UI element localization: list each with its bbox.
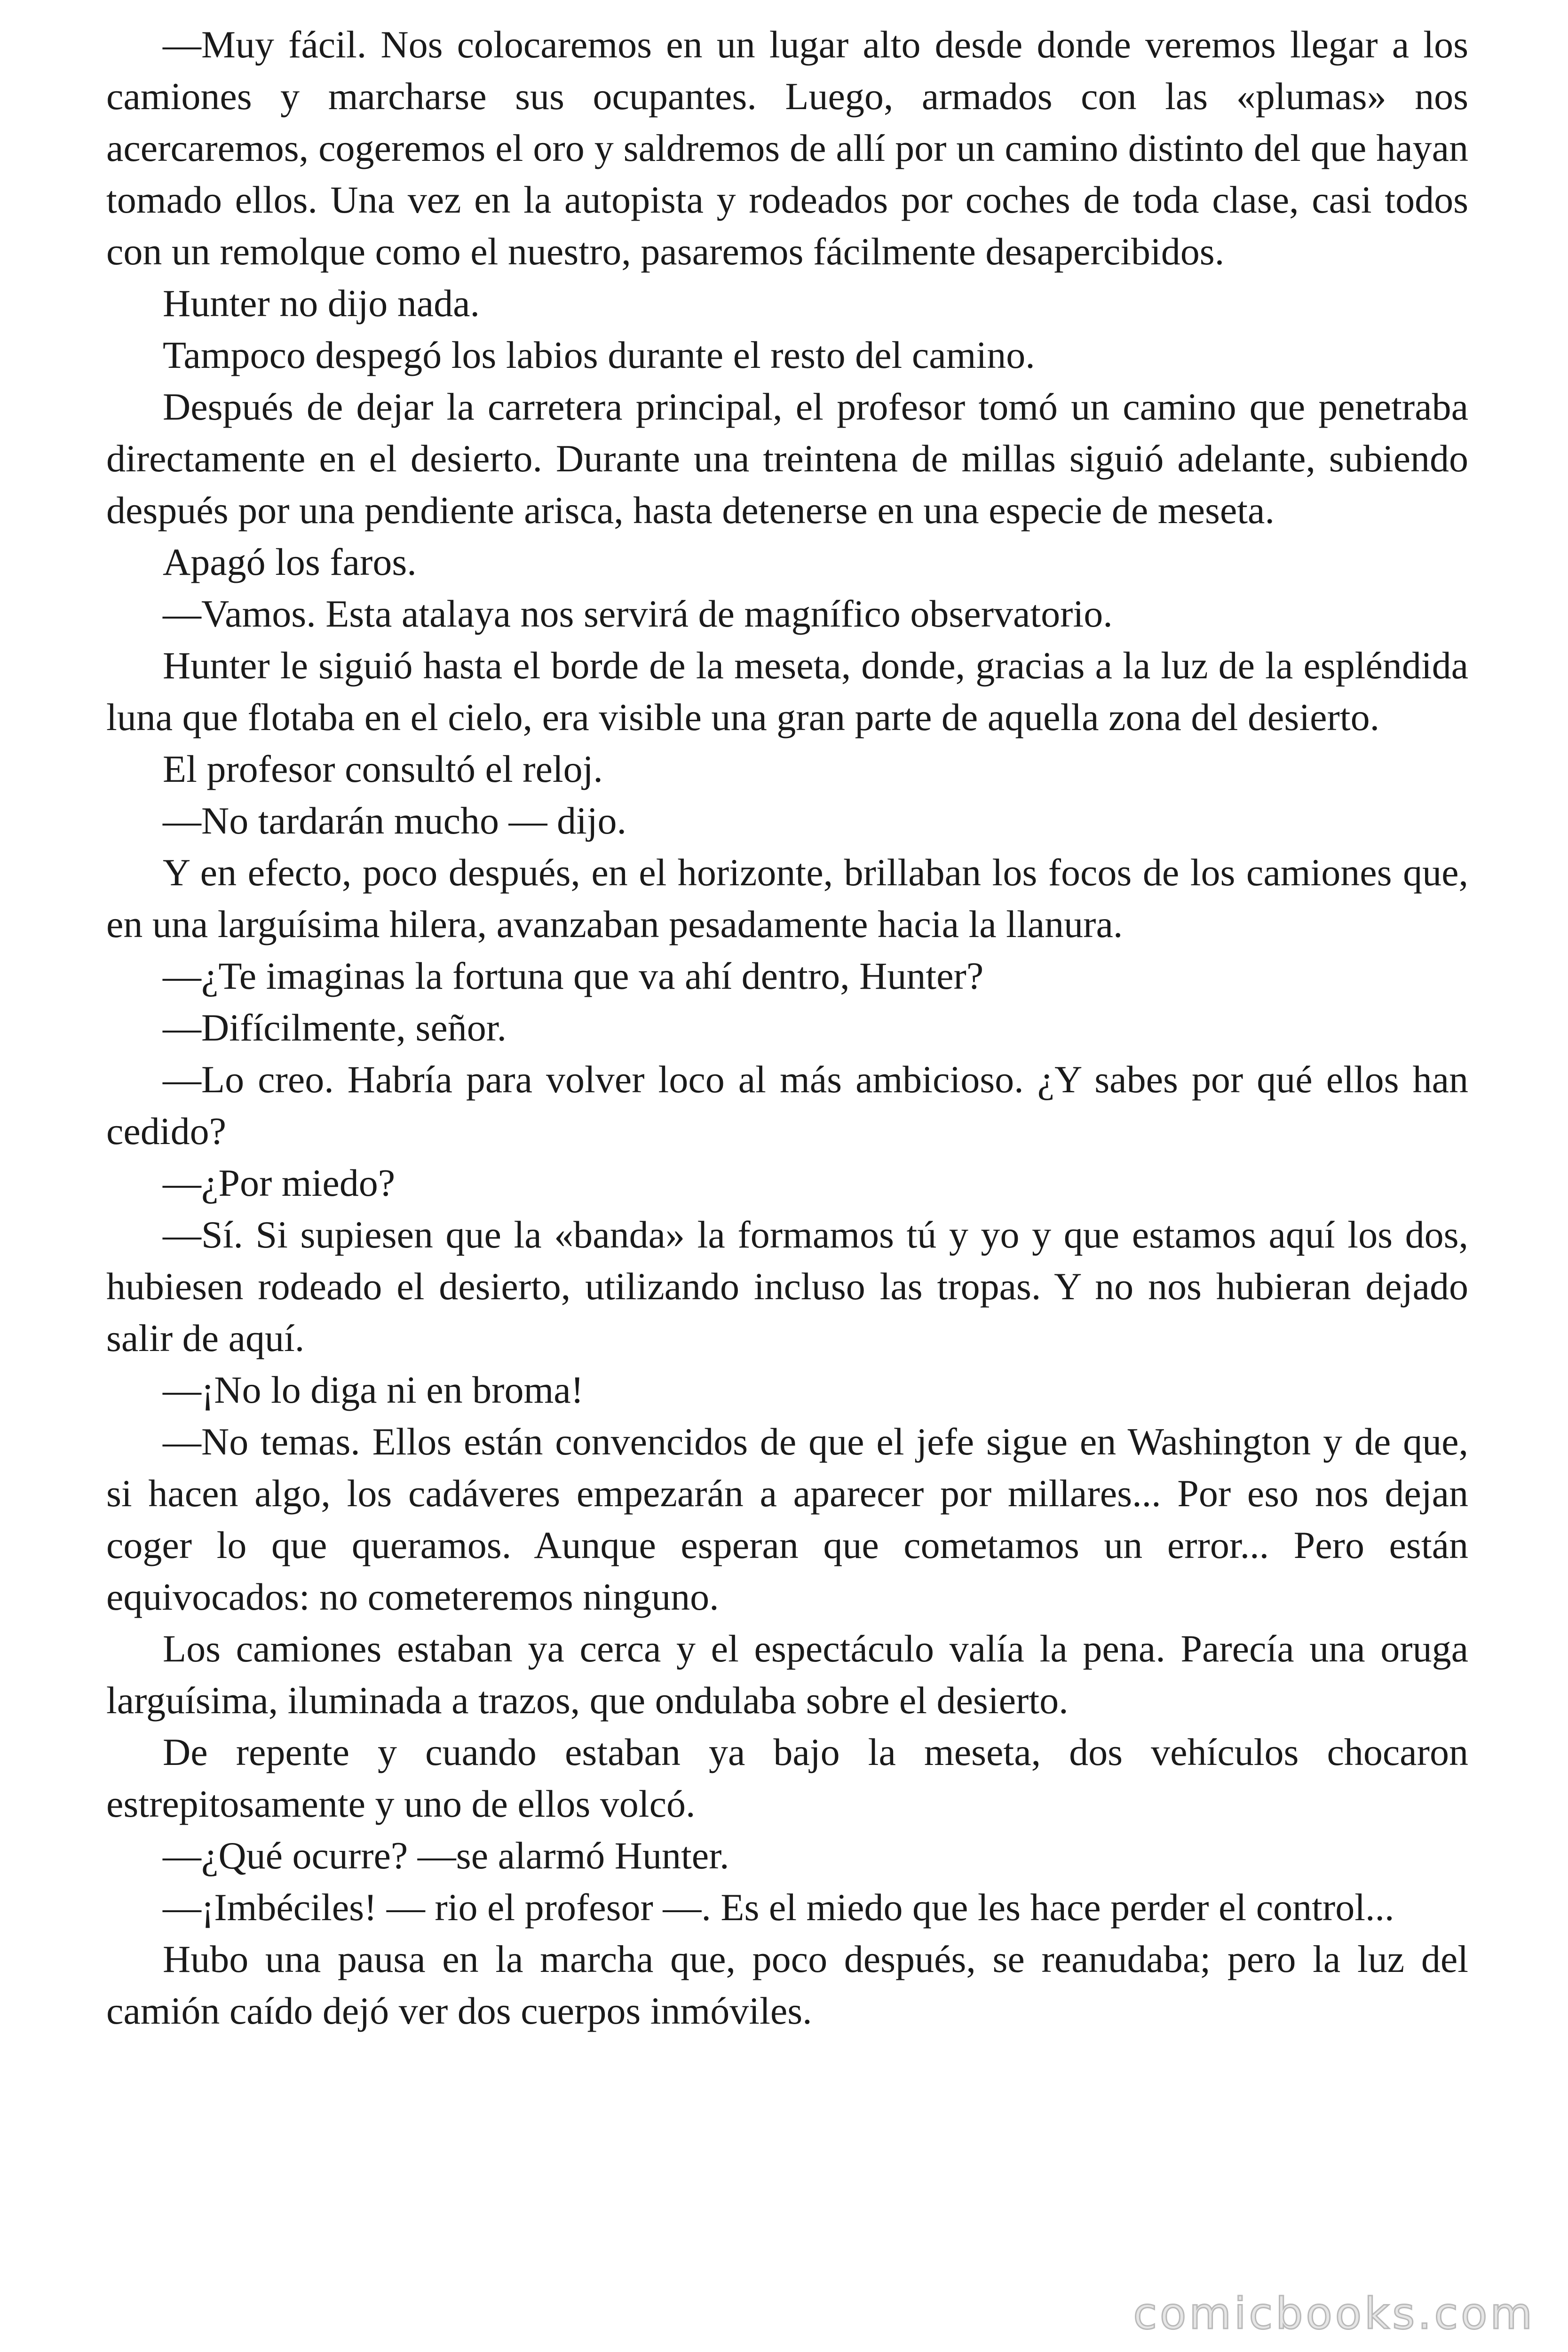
paragraph: —Difícilmente, señor.: [163, 1006, 507, 1049]
paragraph: —Sí. Si supiesen que la «banda» la formamos tú y yo y que estamos aquí los dos, hubiesen rodeado el desierto, utilizando incluso las tropas. Y no nos hubieran dejado salir de aquí.: [106, 1213, 1468, 1359]
paragraph: Los camiones estaban ya cerca y el espectáculo valía la pena. Parecía una oruga larguísima, iluminada a trazos, que ondulaba sobre el desierto.: [106, 1627, 1468, 1722]
paragraph: —¡No lo diga ni en broma!: [163, 1368, 584, 1411]
watermark: comicbooks.com: [1133, 2288, 1535, 2339]
paragraph: El profesor consultó el reloj.: [163, 747, 603, 790]
paragraph: De repente y cuando estaban ya bajo la meseta, dos vehículos chocaron estrepitosamente y uno de ellos volcó.: [106, 1731, 1468, 1825]
paragraph: —Lo creo. Habría para volver loco al más ambicioso. ¿Y sabes por qué ellos han cedido?: [106, 1058, 1468, 1152]
paragraph: Hunter no dijo nada.: [163, 282, 480, 325]
paragraph: —Vamos. Esta atalaya nos servirá de magnífico observatorio.: [163, 592, 1113, 635]
paragraph: Hubo una pausa en la marcha que, poco después, se reanudaba; pero la luz del camión caído dejó ver dos cuerpos inmóviles.: [106, 1938, 1468, 2032]
paragraph: —No tardarán mucho — dijo.: [163, 799, 627, 842]
paragraph: Después de dejar la carretera principal, el profesor tomó un camino que penetraba directamente en el desierto. Durante una treintena de millas siguió adelante, subiendo después por una pendiente arisca, hasta detenerse en una especie de meseta.: [106, 385, 1468, 532]
paragraph: —¿Te imaginas la fortuna que va ahí dentro, Hunter?: [163, 954, 984, 997]
paragraph: —¡Imbéciles! — rio el profesor —. Es el miedo que les hace perder el control...: [163, 1886, 1394, 1929]
book-page-text: [106, 19, 1468, 2037]
paragraph: —Muy fácil. Nos colocaremos en un lugar alto desde donde veremos llegar a los camiones y marcharse sus ocupantes. Luego, armados con las «plumas» nos acercaremos, cogeremos el oro y saldremos de allí por un camino distinto del que hayan tomado ellos. Una vez en la autopista y rodeados por coches de toda clase, casi todos con un remolque como el nuestro, pasaremos fácilmente desapercibidos.: [106, 23, 1468, 273]
paragraph: —No temas. Ellos están convencidos de que el jefe sigue en Washington y de que, si hacen algo, los cadáveres empezarán a aparecer por millares... Por eso nos dejan coger lo que queramos. Aunque esperan que cometamos un error... Pero están equivocados: no cometeremos ninguno.: [106, 1420, 1468, 1618]
paragraph: Tampoco despegó los labios durante el resto del camino.: [163, 334, 1035, 376]
paragraph: Apagó los faros.: [163, 540, 417, 583]
paragraph: —¿Por miedo?: [163, 1161, 396, 1204]
paragraph: —¿Qué ocurre? —se alarmó Hunter.: [163, 1834, 729, 1877]
paragraph: Y en efecto, poco después, en el horizonte, brillaban los focos de los camiones que, en una larguísima hilera, avanzaban pesadamente hacia la llanura.: [106, 851, 1468, 946]
paragraph: Hunter le siguió hasta el borde de la meseta, donde, gracias a la luz de la espléndida luna que flotaba en el cielo, era visible una gran parte de aquella zona del desierto.: [106, 644, 1468, 739]
